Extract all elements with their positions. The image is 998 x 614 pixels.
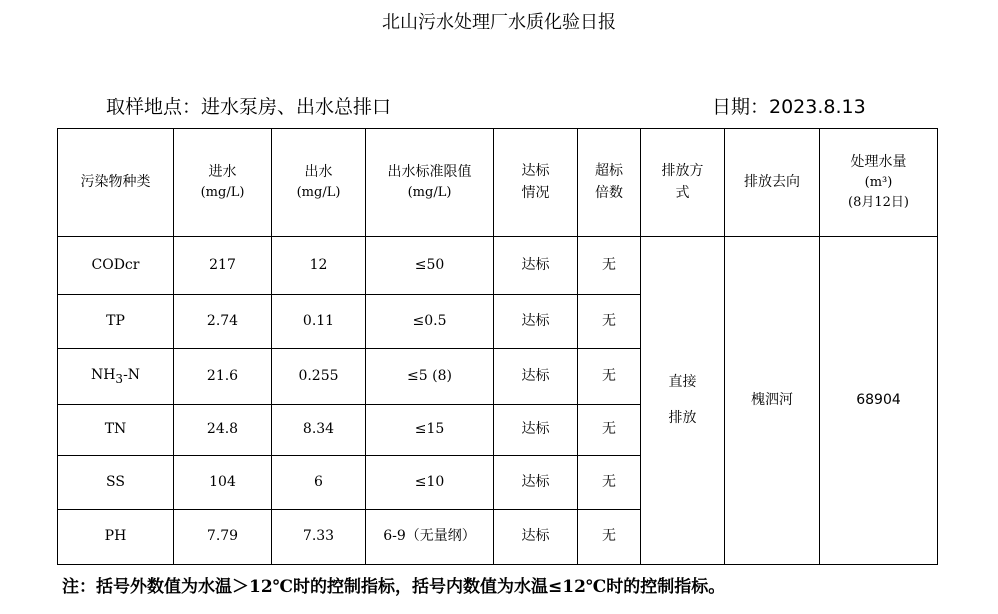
pollutant-name: PH: [58, 510, 174, 565]
status-value: 达标: [494, 456, 578, 510]
header-status: 达标 情况: [494, 129, 578, 237]
excess-value: 无: [578, 510, 641, 565]
header-outflow: 出水 (mg/L): [272, 129, 366, 237]
status-value: 达标: [494, 510, 578, 565]
header-method: 排放方 式: [641, 129, 725, 237]
excess-value: 无: [578, 237, 641, 295]
inflow-value: 2.74: [174, 295, 272, 349]
limit-value: ≤50: [366, 237, 494, 295]
header-pollutant: 污染物种类: [58, 129, 174, 237]
limit-value: ≤10: [366, 456, 494, 510]
limit-value: 6-9（无量纲）: [366, 510, 494, 565]
water-quality-table: [57, 128, 938, 565]
discharge-method-cell: 直接 排放: [641, 237, 725, 565]
status-value: 达标: [494, 349, 578, 405]
treated-volume-cell: 68904: [820, 237, 938, 565]
header-destination: 排放去向: [725, 129, 820, 237]
limit-value: ≤15: [366, 405, 494, 456]
footnote: 注：括号外数值为水温＞12℃时的控制指标，括号内数值为水温≤12℃时的控制指标。: [62, 577, 726, 597]
outflow-value: 8.34: [272, 405, 366, 456]
sampling-location: 取样地点：进水泵房、出水总排口: [106, 96, 392, 118]
pollutant-name: TN: [58, 405, 174, 456]
outflow-value: 6: [272, 456, 366, 510]
excess-value: 无: [578, 295, 641, 349]
outflow-value: 7.33: [272, 510, 366, 565]
outflow-value: 0.11: [272, 295, 366, 349]
outflow-value: 12: [272, 237, 366, 295]
inflow-value: 7.79: [174, 510, 272, 565]
pollutant-name: SS: [58, 456, 174, 510]
status-value: 达标: [494, 237, 578, 295]
report-date: 日期：2023.8.13: [712, 96, 866, 118]
header-limit: 出水标准限值 (mg/L): [366, 129, 494, 237]
table-row: [58, 237, 938, 295]
outflow-value: 0.255: [272, 349, 366, 405]
header-excess: 超标 倍数: [578, 129, 641, 237]
limit-value: ≤0.5: [366, 295, 494, 349]
excess-value: 无: [578, 456, 641, 510]
inflow-value: 104: [174, 456, 272, 510]
inflow-value: 21.6: [174, 349, 272, 405]
discharge-destination-cell: 槐泗河: [725, 237, 820, 565]
excess-value: 无: [578, 405, 641, 456]
inflow-value: 217: [174, 237, 272, 295]
pollutant-name: TP: [58, 295, 174, 349]
header-inflow: 进水 (mg/L): [174, 129, 272, 237]
table-header-row: [58, 129, 938, 237]
inflow-value: 24.8: [174, 405, 272, 456]
pollutant-name: CODcr: [58, 237, 174, 295]
status-value: 达标: [494, 405, 578, 456]
pollutant-name: $NH_3-N$: [58, 349, 174, 405]
limit-value: ≤5 (8): [366, 349, 494, 405]
report-title: 北山污水处理厂水质化验日报: [382, 12, 616, 33]
excess-value: 无: [578, 349, 641, 405]
header-volume: 处理水量 (m³) (8月12日): [820, 129, 938, 237]
status-value: 达标: [494, 295, 578, 349]
